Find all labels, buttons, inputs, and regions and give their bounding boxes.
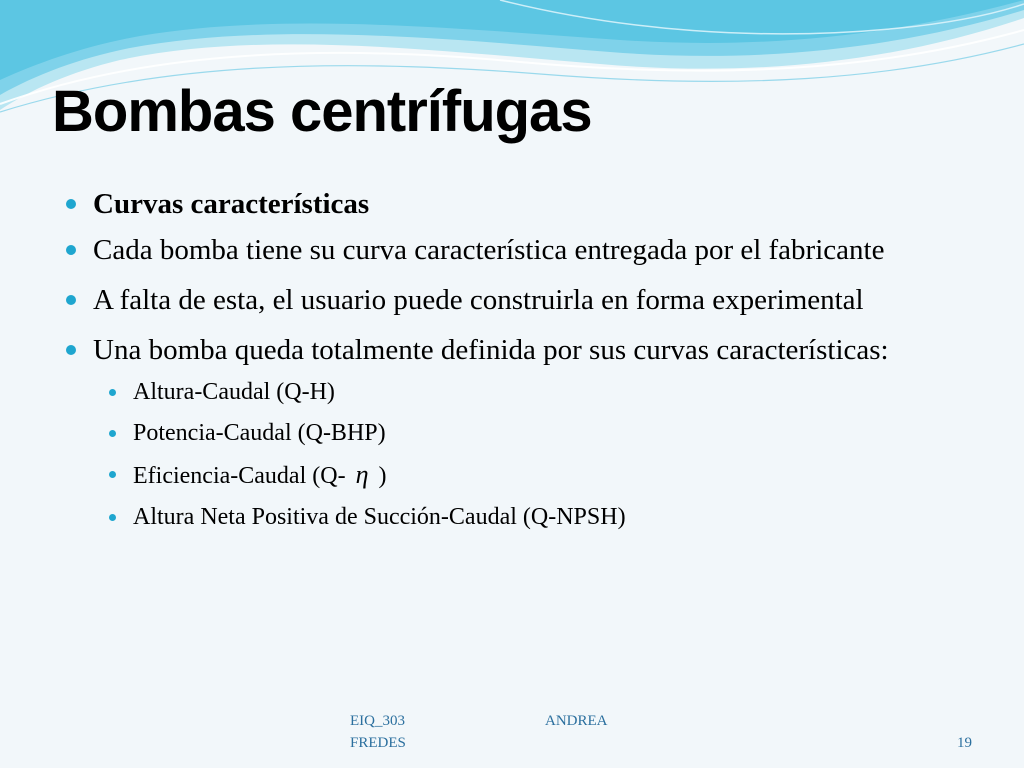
sub-bullet-dot-icon — [109, 389, 116, 396]
sub-bullet-text: Eficiencia-Caudal (Q- — [133, 463, 346, 489]
sub-list-item — [62, 497, 970, 538]
bullet-text: A falta de esta, el usuario puede construirla en forma experimental — [93, 284, 864, 316]
bullet-text: Una bomba queda totalmente definida por sus curvas características: — [93, 334, 889, 366]
footer-course-code: EIQ_303 — [350, 713, 405, 729]
bullet-dot-icon — [66, 295, 76, 305]
sub-bullet-text: Potencia-Caudal (Q-BHP) — [133, 420, 386, 446]
sub-bullet-text: Altura-Caudal (Q-H) — [133, 379, 335, 405]
eta-symbol: η — [355, 460, 369, 489]
bullet-text: Cada bomba tiene su curva característica entregada por el fabricante — [93, 234, 885, 266]
list-item — [62, 184, 970, 224]
sub-bullet-dot-icon — [109, 430, 116, 437]
list-item — [62, 280, 970, 320]
sub-bullet-text-end: ) — [378, 463, 387, 489]
bullet-dot-icon — [66, 345, 76, 355]
slide-number: 19 — [957, 735, 972, 751]
list-item — [62, 330, 970, 370]
sub-list-item — [62, 413, 970, 454]
sub-bullet-dot-icon — [109, 514, 116, 521]
slide-title: Bombas centrífugas — [52, 79, 592, 144]
bullet-dot-icon — [66, 245, 76, 255]
sub-list-item — [62, 454, 970, 497]
sub-bullet-text: Altura Neta Positiva de Succión-Caudal (Q-NPSH) — [133, 504, 626, 530]
sub-bullet-dot-icon — [109, 471, 116, 478]
bullet-text: Curvas características — [93, 188, 370, 220]
list-item — [62, 230, 970, 270]
footer-author-last: FREDES — [350, 735, 406, 751]
footer-author-first: ANDREA — [545, 713, 608, 729]
bullet-dot-icon — [66, 199, 76, 209]
sub-list-item — [62, 372, 970, 413]
bullet-list — [62, 184, 970, 538]
